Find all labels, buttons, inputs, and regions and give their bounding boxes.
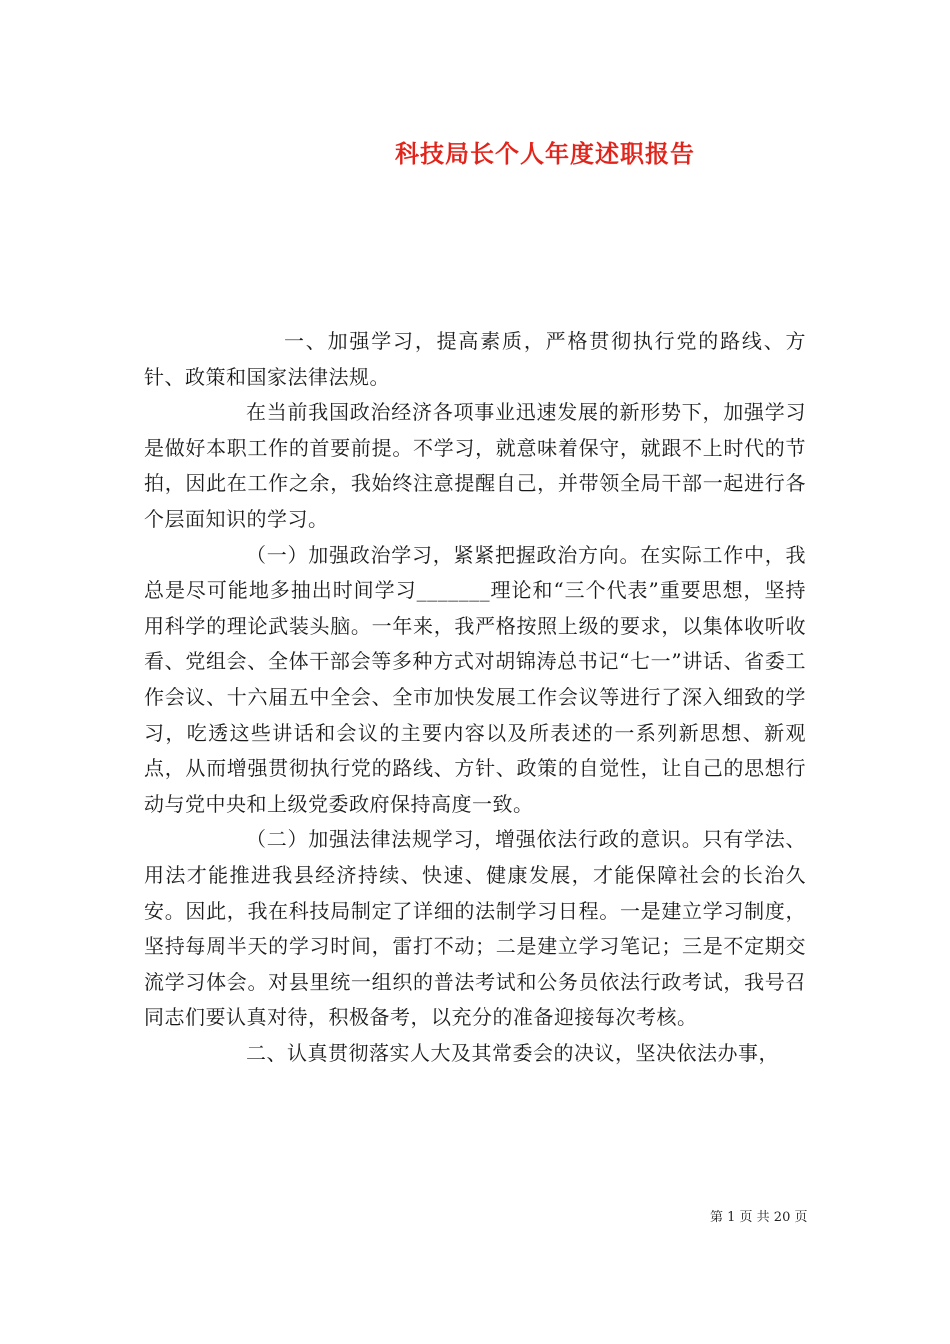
document-title: 科技局长个人年度述职报告 xyxy=(395,139,695,168)
paragraph-study-intro: 在当前我国政治经济各项事业迅速发展的新形势下，加强学习是做好本职工作的首要前提。不学习，就意味着保守，就跟不上时代的节拍，因此在工作之余，我始终注意提醒自己，并带领全局干部一起进行各个层面知识的学习。 xyxy=(144,400,806,531)
paragraph-political-study: （一）加强政治学习，紧紧把握政治方向。在实际工作中，我总是尽可能地多抽出时间学习_______理论和“三个代表”重要思想，坚持用科学的理论武装头脑。一年来，我严格按照上级的要求，以集体收听收看、党组会、全体干部会等多种方式对胡锦涛总书记“七一”讲话、省委工作会议、十六届五中全会、全市加快发展工作会议等进行了深入细致的学习，吃透这些讲话和会议的主要内容以及所表述的一系列新思想、新观点，从而增强贯彻执行党的路线、方针、政策的自觉性，让自己的思想行动与党中央和上级党委政府保持高度一致。 xyxy=(144,542,806,816)
document-body xyxy=(144,324,806,1071)
paragraph-section-one-heading: 一、加强学习，提高素质，严格贯彻执行党的路线、方针、政策和国家法律法规。 xyxy=(144,329,806,389)
paragraph-section-two-heading: 二、认真贯彻落实人大及其常委会的决议，坚决依法办事， xyxy=(246,1040,779,1065)
page-number-footer: 第 1 页 共 20 页 xyxy=(710,1210,808,1225)
paragraph-legal-study: （二）加强法律法规学习，增强依法行政的意识。只有学法、用法才能推进我县经济持续、快速、健康发展，才能保障社会的长治久安。因此，我在科技局制定了详细的法制学习日程。一是建立学习制度，坚持每周半天的学习时间，雷打不动；二是建立学习笔记；三是不定期交流学习体会。对县里统一组织的普法考试和公务员依法行政考试，我号召同志们要认真对待，积极备考，以充分的准备迎接每次考核。 xyxy=(144,827,806,1030)
